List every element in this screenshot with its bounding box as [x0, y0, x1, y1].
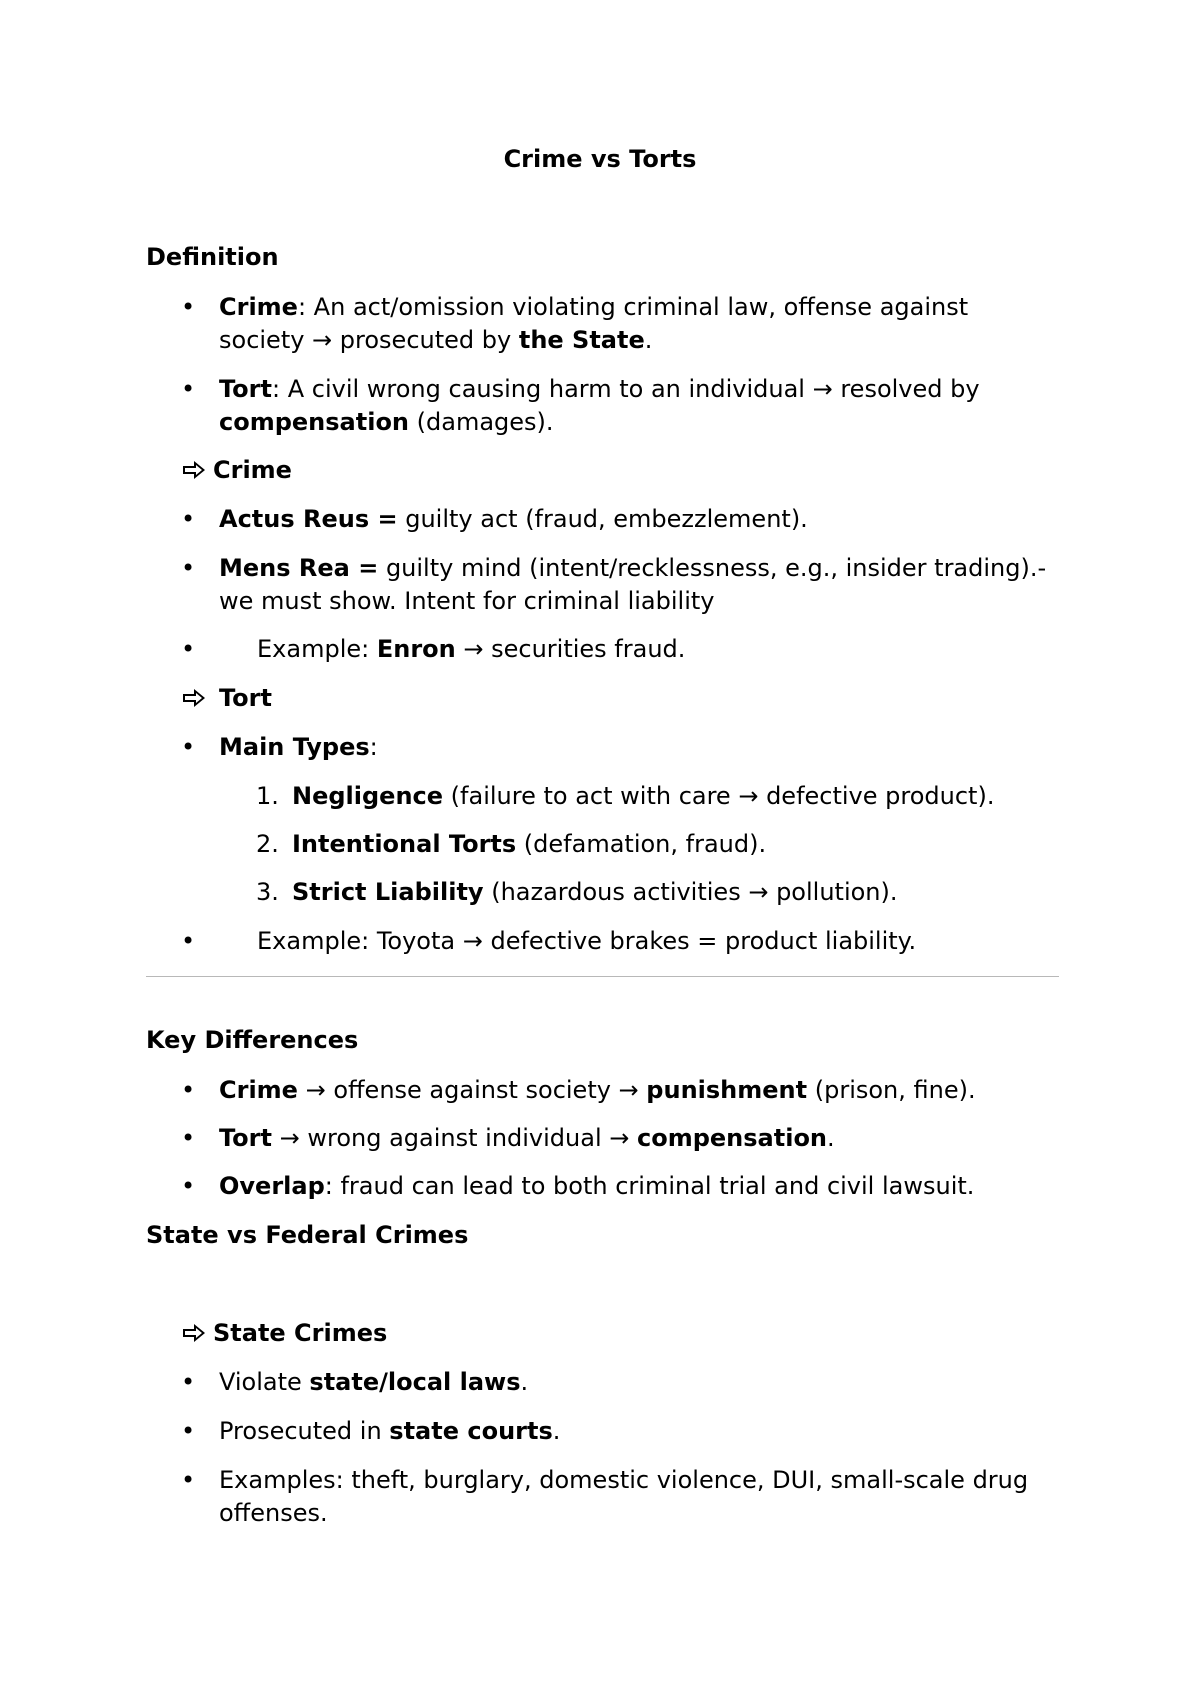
key-diff-crime-text: → offense against society → — [297, 1076, 647, 1104]
definition-heading: Definition — [146, 243, 279, 271]
examples-line2: offenses. — [219, 1499, 328, 1527]
bullet-marker: • — [181, 1172, 196, 1200]
horizontal-divider — [146, 976, 1059, 977]
violate-prefix: Violate — [219, 1368, 310, 1396]
arrow-right-icon — [181, 687, 207, 709]
crime-section-heading — [181, 454, 292, 487]
compensation-term: compensation — [637, 1124, 828, 1152]
bullet-marker: • — [181, 1076, 196, 1104]
state-crimes-heading — [181, 1317, 387, 1350]
bullet-marker: • — [181, 1124, 196, 1152]
tort-term: Tort — [219, 375, 272, 403]
crime-term: Crime — [219, 293, 298, 321]
bullet-marker: • — [181, 927, 196, 955]
mens-rea-line2: we must show. Intent for criminal liability — [219, 587, 715, 615]
crime-term: Crime — [219, 1076, 298, 1104]
strict-liability-term: Strict Liability — [292, 878, 484, 906]
crime-example-line — [257, 633, 685, 666]
bullet-marker: • — [181, 733, 196, 761]
crime-heading-text: Crime — [213, 456, 292, 484]
state-local-laws-term: state/local laws — [309, 1368, 521, 1396]
punishment-term: punishment — [646, 1076, 808, 1104]
state-courts-term: state courts — [389, 1417, 553, 1445]
bullet-marker: • — [181, 554, 196, 582]
definition-crime-line2 — [219, 324, 652, 357]
list-number: 1. — [256, 782, 279, 810]
tort-example-line: Example: Toyota → defective brakes = product liability. — [257, 927, 917, 955]
main-types-term: Main Types — [219, 733, 370, 761]
intentional-torts-term: Intentional Torts — [292, 830, 517, 858]
crime-definition-text: : An act/omission violating criminal law, offense against — [297, 293, 969, 321]
example-text: → securities fraud. — [455, 635, 686, 663]
list-number: 2. — [256, 830, 279, 858]
bullet-marker: • — [181, 293, 196, 321]
list-number: 3. — [256, 878, 279, 906]
overlap-term: Overlap — [219, 1172, 325, 1200]
tort-type-item — [292, 780, 994, 813]
enron-term: Enron — [376, 635, 456, 663]
mens-rea-text: guilty mind (intent/recklessness, e.g., insider trading).- — [378, 554, 1047, 582]
tort-section-heading — [181, 682, 272, 715]
main-types-line — [219, 731, 378, 764]
state-crimes-heading-text: State Crimes — [213, 1319, 388, 1347]
bullet-marker: • — [181, 505, 196, 533]
tort-definition-text: : A civil wrong causing harm to an individual → resolved by — [271, 375, 980, 403]
negligence-term: Negligence — [292, 782, 444, 810]
key-diff-crime-end: (prison, fine). — [807, 1076, 976, 1104]
tort-type-item — [292, 876, 898, 909]
bullet-marker: • — [181, 375, 196, 403]
the-state-term: the State — [518, 326, 645, 354]
mens-rea-line1 — [219, 552, 1046, 585]
tort-definition-end: (damages). — [409, 408, 554, 436]
tort-type-text: (hazardous activities → pollution). — [483, 878, 898, 906]
prosecuted-end: . — [552, 1417, 561, 1445]
arrow-right-icon — [181, 459, 207, 481]
actus-reus-term: Actus Reus = — [219, 505, 398, 533]
actus-reus-line — [219, 503, 808, 536]
key-differences-heading: Key Differences — [146, 1026, 359, 1054]
key-diff-tort-text: → wrong against individual → — [271, 1124, 637, 1152]
key-diff-crime-line — [219, 1074, 976, 1107]
compensation-term: compensation — [219, 408, 410, 436]
crime-definition-end: . — [644, 326, 653, 354]
mens-rea-term: Mens Rea = — [219, 554, 379, 582]
crime-definition-text-2: society → prosecuted by — [219, 326, 519, 354]
tort-type-text: (failure to act with care → defective product). — [443, 782, 995, 810]
arrow-right-icon — [181, 1322, 207, 1344]
prosecuted-line — [219, 1415, 560, 1448]
state-federal-heading: State vs Federal Crimes — [146, 1221, 469, 1249]
tort-type-text: (defamation, fraud). — [516, 830, 767, 858]
key-diff-tort-end: . — [827, 1124, 835, 1152]
actus-reus-text: guilty act (fraud, embezzlement). — [397, 505, 808, 533]
definition-crime-line1 — [219, 291, 968, 324]
tort-term: Tort — [219, 1124, 272, 1152]
overlap-text: : fraud can lead to both criminal trial and civil lawsuit. — [324, 1172, 975, 1200]
prosecuted-prefix: Prosecuted in — [219, 1417, 390, 1445]
bullet-marker: • — [181, 1466, 196, 1494]
violate-line — [219, 1366, 528, 1399]
tort-heading-text: Tort — [219, 684, 272, 712]
bullet-marker: • — [181, 1368, 196, 1396]
examples-line1: Examples: theft, burglary, domestic violence, DUI, small-scale drug — [219, 1466, 1029, 1494]
key-diff-tort-line — [219, 1122, 835, 1155]
definition-tort-line1 — [219, 373, 980, 406]
tort-type-item — [292, 828, 766, 861]
example-prefix: Example: — [257, 635, 377, 663]
key-diff-overlap-line — [219, 1170, 974, 1203]
definition-tort-line2 — [219, 406, 554, 439]
page-title: Crime vs Torts — [503, 145, 697, 173]
bullet-marker: • — [181, 635, 196, 663]
bullet-marker: • — [181, 1417, 196, 1445]
main-types-colon: : — [369, 733, 378, 761]
violate-end: . — [520, 1368, 529, 1396]
